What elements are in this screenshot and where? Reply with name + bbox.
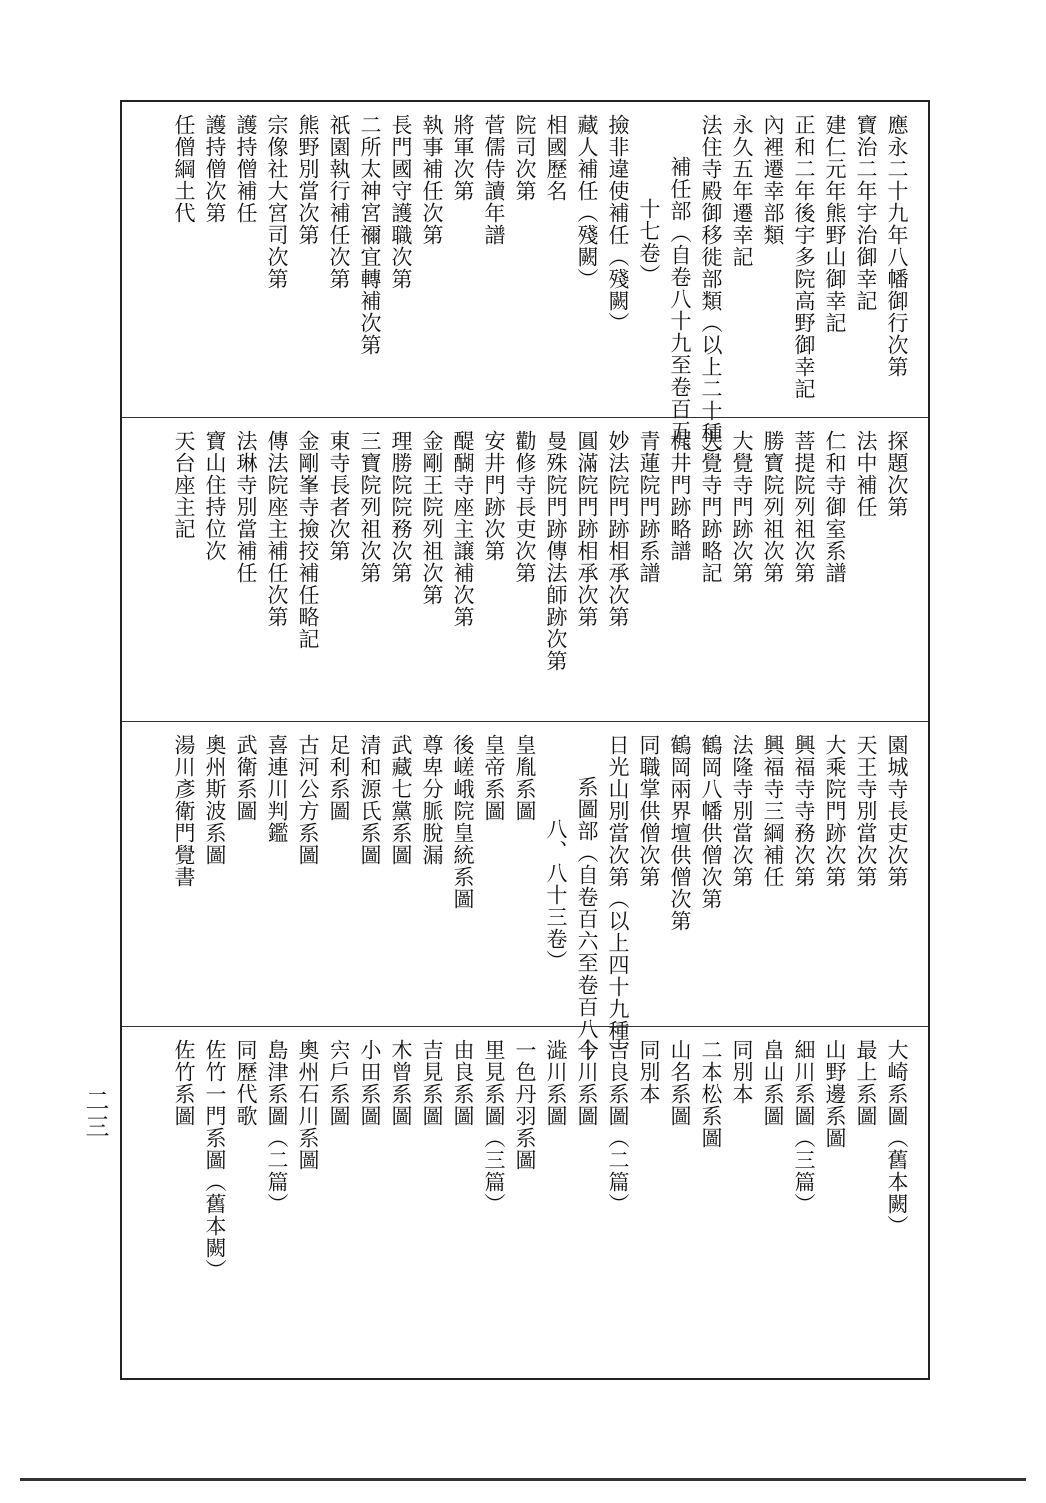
section-top	[122, 102, 928, 466]
toc-entry: 勝寶院列祖次第	[761, 430, 785, 584]
toc-entry: 菩提院列祖次第	[792, 430, 816, 584]
toc-entry: 天台座主記	[172, 430, 196, 540]
toc-entry: 山野邊系圖	[823, 1039, 847, 1149]
toc-entry: 法隆寺別當次第	[730, 734, 754, 888]
column-list	[138, 734, 912, 1064]
toc-entry: 法琳寺別當補任	[234, 430, 258, 584]
bottom-rule	[20, 1478, 1026, 1481]
column-list	[138, 1039, 912, 1372]
toc-entry: 奧州石川系圖	[296, 1039, 320, 1171]
toc-entry: 妙法院門跡相承次第	[606, 430, 630, 628]
toc-entry: 古河公方系圖	[296, 734, 320, 866]
toc-entry: 菅儒侍讀年譜	[482, 114, 506, 246]
toc-entry: 探題次第	[885, 430, 909, 518]
toc-entry: 武藏七黨系圖	[389, 734, 413, 866]
column-list	[138, 430, 912, 713]
toc-entry: 法中補任	[854, 430, 878, 518]
toc-entry: 撿非違使補任（殘闕）	[606, 114, 630, 334]
toc-entry: 佐竹一門系圖（舊本闕）	[203, 1039, 227, 1281]
toc-entry: 傳法院座主補任次第	[265, 430, 289, 628]
toc-entry: 東寺長者次第	[327, 430, 351, 562]
toc-entry: 一色丹羽系圖	[513, 1039, 537, 1171]
toc-entry: 金剛王院列祖次第	[420, 430, 444, 606]
table-of-contents-frame	[120, 100, 930, 1380]
toc-entry: 畠山系圖	[761, 1039, 785, 1127]
toc-entry: 理勝院院務次第	[389, 430, 413, 584]
toc-entry: 木曾系圖	[389, 1039, 413, 1127]
toc-entry: 梶井門跡略譜	[668, 430, 692, 562]
toc-entry: 曼殊院門跡傳法師跡次第	[544, 430, 568, 672]
toc-entry: 三寶院列祖次第	[358, 430, 382, 584]
toc-entry: 大覺寺門跡略記	[699, 430, 723, 584]
toc-entry: 金剛峯寺撿挍補任略記	[296, 430, 320, 650]
toc-entry: 鶴岡兩界壇供僧次第	[668, 734, 692, 932]
toc-entry: 補任部（自卷八十九至卷百五、	[668, 156, 692, 464]
toc-entry: 後嵯峨院皇統系圖	[451, 734, 475, 910]
toc-entry: 將軍次第	[451, 114, 475, 202]
toc-entry: 內裡遷幸部類	[761, 114, 785, 246]
toc-entry: 佐竹系圖	[172, 1039, 196, 1127]
column-list	[138, 114, 912, 466]
toc-entry: 同歷代歌	[234, 1039, 258, 1127]
toc-entry: 寶山住持位次	[203, 430, 227, 562]
toc-entry: 宍戶系圖	[327, 1039, 351, 1127]
toc-entry: 武衛系圖	[234, 734, 258, 822]
toc-entry: 二所太神宮禰宜轉補次第	[358, 114, 382, 356]
toc-entry: 興福寺寺務次第	[792, 734, 816, 888]
toc-entry: 長門國守護職次第	[389, 114, 413, 290]
toc-entry: 護持僧次第	[203, 114, 227, 224]
toc-entry: 皇帝系圖	[482, 734, 506, 822]
toc-entry: 足利系圖	[327, 734, 351, 822]
toc-entry: 園城寺長吏次第	[885, 734, 909, 888]
toc-entry: 院司次第	[513, 114, 537, 202]
toc-entry: 同職掌供僧次第	[637, 734, 661, 888]
toc-entry: 吉良系圖（二篇）	[606, 1039, 630, 1215]
toc-entry: 執事補任次第	[420, 114, 444, 246]
toc-entry: 日光山別當次第（以上四十九種）	[606, 734, 630, 1064]
toc-entry: 八、八十三卷）	[544, 818, 568, 972]
page-number: 二三	[81, 1088, 109, 1140]
toc-entry: 護持僧補任	[234, 114, 258, 224]
toc-entry: 吉見系圖	[420, 1039, 444, 1127]
toc-entry: 宗像社大宮司次第	[265, 114, 289, 290]
toc-entry: 湯川彥衛門覺書	[172, 734, 196, 888]
toc-entry: 系圖部（自卷百六至卷百八十	[575, 776, 599, 1062]
toc-entry: 仁和寺御室系譜	[823, 430, 847, 584]
toc-entry: 奧州斯波系圖	[203, 734, 227, 866]
toc-entry: 大乘院門跡次第	[823, 734, 847, 888]
section-third	[122, 722, 928, 1064]
toc-entry: 永久五年遷幸記	[730, 114, 754, 268]
toc-entry: 祇園執行補任次第	[327, 114, 351, 290]
toc-entry: 澁川系圖	[544, 1039, 568, 1127]
toc-entry: 同別本	[637, 1039, 661, 1105]
toc-entry: 藏人補任（殘闕）	[575, 114, 599, 290]
toc-entry: 喜連川判鑑	[265, 734, 289, 844]
toc-entry: 山名系圖	[668, 1039, 692, 1127]
toc-entry: 尊卑分脈脫漏	[420, 734, 444, 866]
toc-entry: 清和源氏系圖	[358, 734, 382, 866]
toc-entry: 青蓮院門跡系譜	[637, 430, 661, 584]
toc-entry: 皇胤系圖	[513, 734, 537, 822]
toc-entry: 細川系圖（三篇）	[792, 1039, 816, 1215]
toc-entry: 小田系圖	[358, 1039, 382, 1127]
toc-entry: 島津系圖（二篇）	[265, 1039, 289, 1215]
toc-entry: 任僧綱土代	[172, 114, 196, 224]
toc-entry: 最上系圖	[854, 1039, 878, 1127]
toc-entry: 寶治二年宇治御幸記	[854, 114, 878, 312]
toc-entry: 鶴岡八幡供僧次第	[699, 734, 723, 910]
toc-entry: 大覺寺門跡次第	[730, 430, 754, 584]
toc-entry: 今川系圖	[575, 1039, 599, 1127]
toc-entry: 熊野別當次第	[296, 114, 320, 246]
section-bottom	[122, 1027, 928, 1380]
toc-entry: 法住寺殿御移徙部類（以上二十種）	[699, 114, 723, 466]
toc-entry: 相國歷名	[544, 114, 568, 202]
toc-entry: 勸修寺長吏次第	[513, 430, 537, 584]
toc-entry: 建仁元年熊野山御幸記	[823, 114, 847, 334]
toc-entry: 二本松系圖	[699, 1039, 723, 1149]
toc-entry: 安井門跡次第	[482, 430, 506, 562]
toc-entry: 醍醐寺座主譲補次第	[451, 430, 475, 628]
toc-entry: 十七卷）	[637, 198, 661, 286]
toc-entry: 圓滿院門跡相承次第	[575, 430, 599, 628]
toc-entry: 應永二十九年八幡御行次第	[885, 114, 909, 378]
toc-entry: 大崎系圖（舊本闕）	[885, 1039, 909, 1237]
section-second	[122, 418, 928, 722]
toc-entry: 興福寺三綱補任	[761, 734, 785, 888]
toc-entry: 同別本	[730, 1039, 754, 1105]
toc-entry: 天王寺別當次第	[854, 734, 878, 888]
toc-entry: 正和二年後宇多院高野御幸記	[792, 114, 816, 400]
toc-entry: 由良系圖	[451, 1039, 475, 1127]
toc-entry: 里見系圖（三篇）	[482, 1039, 506, 1215]
